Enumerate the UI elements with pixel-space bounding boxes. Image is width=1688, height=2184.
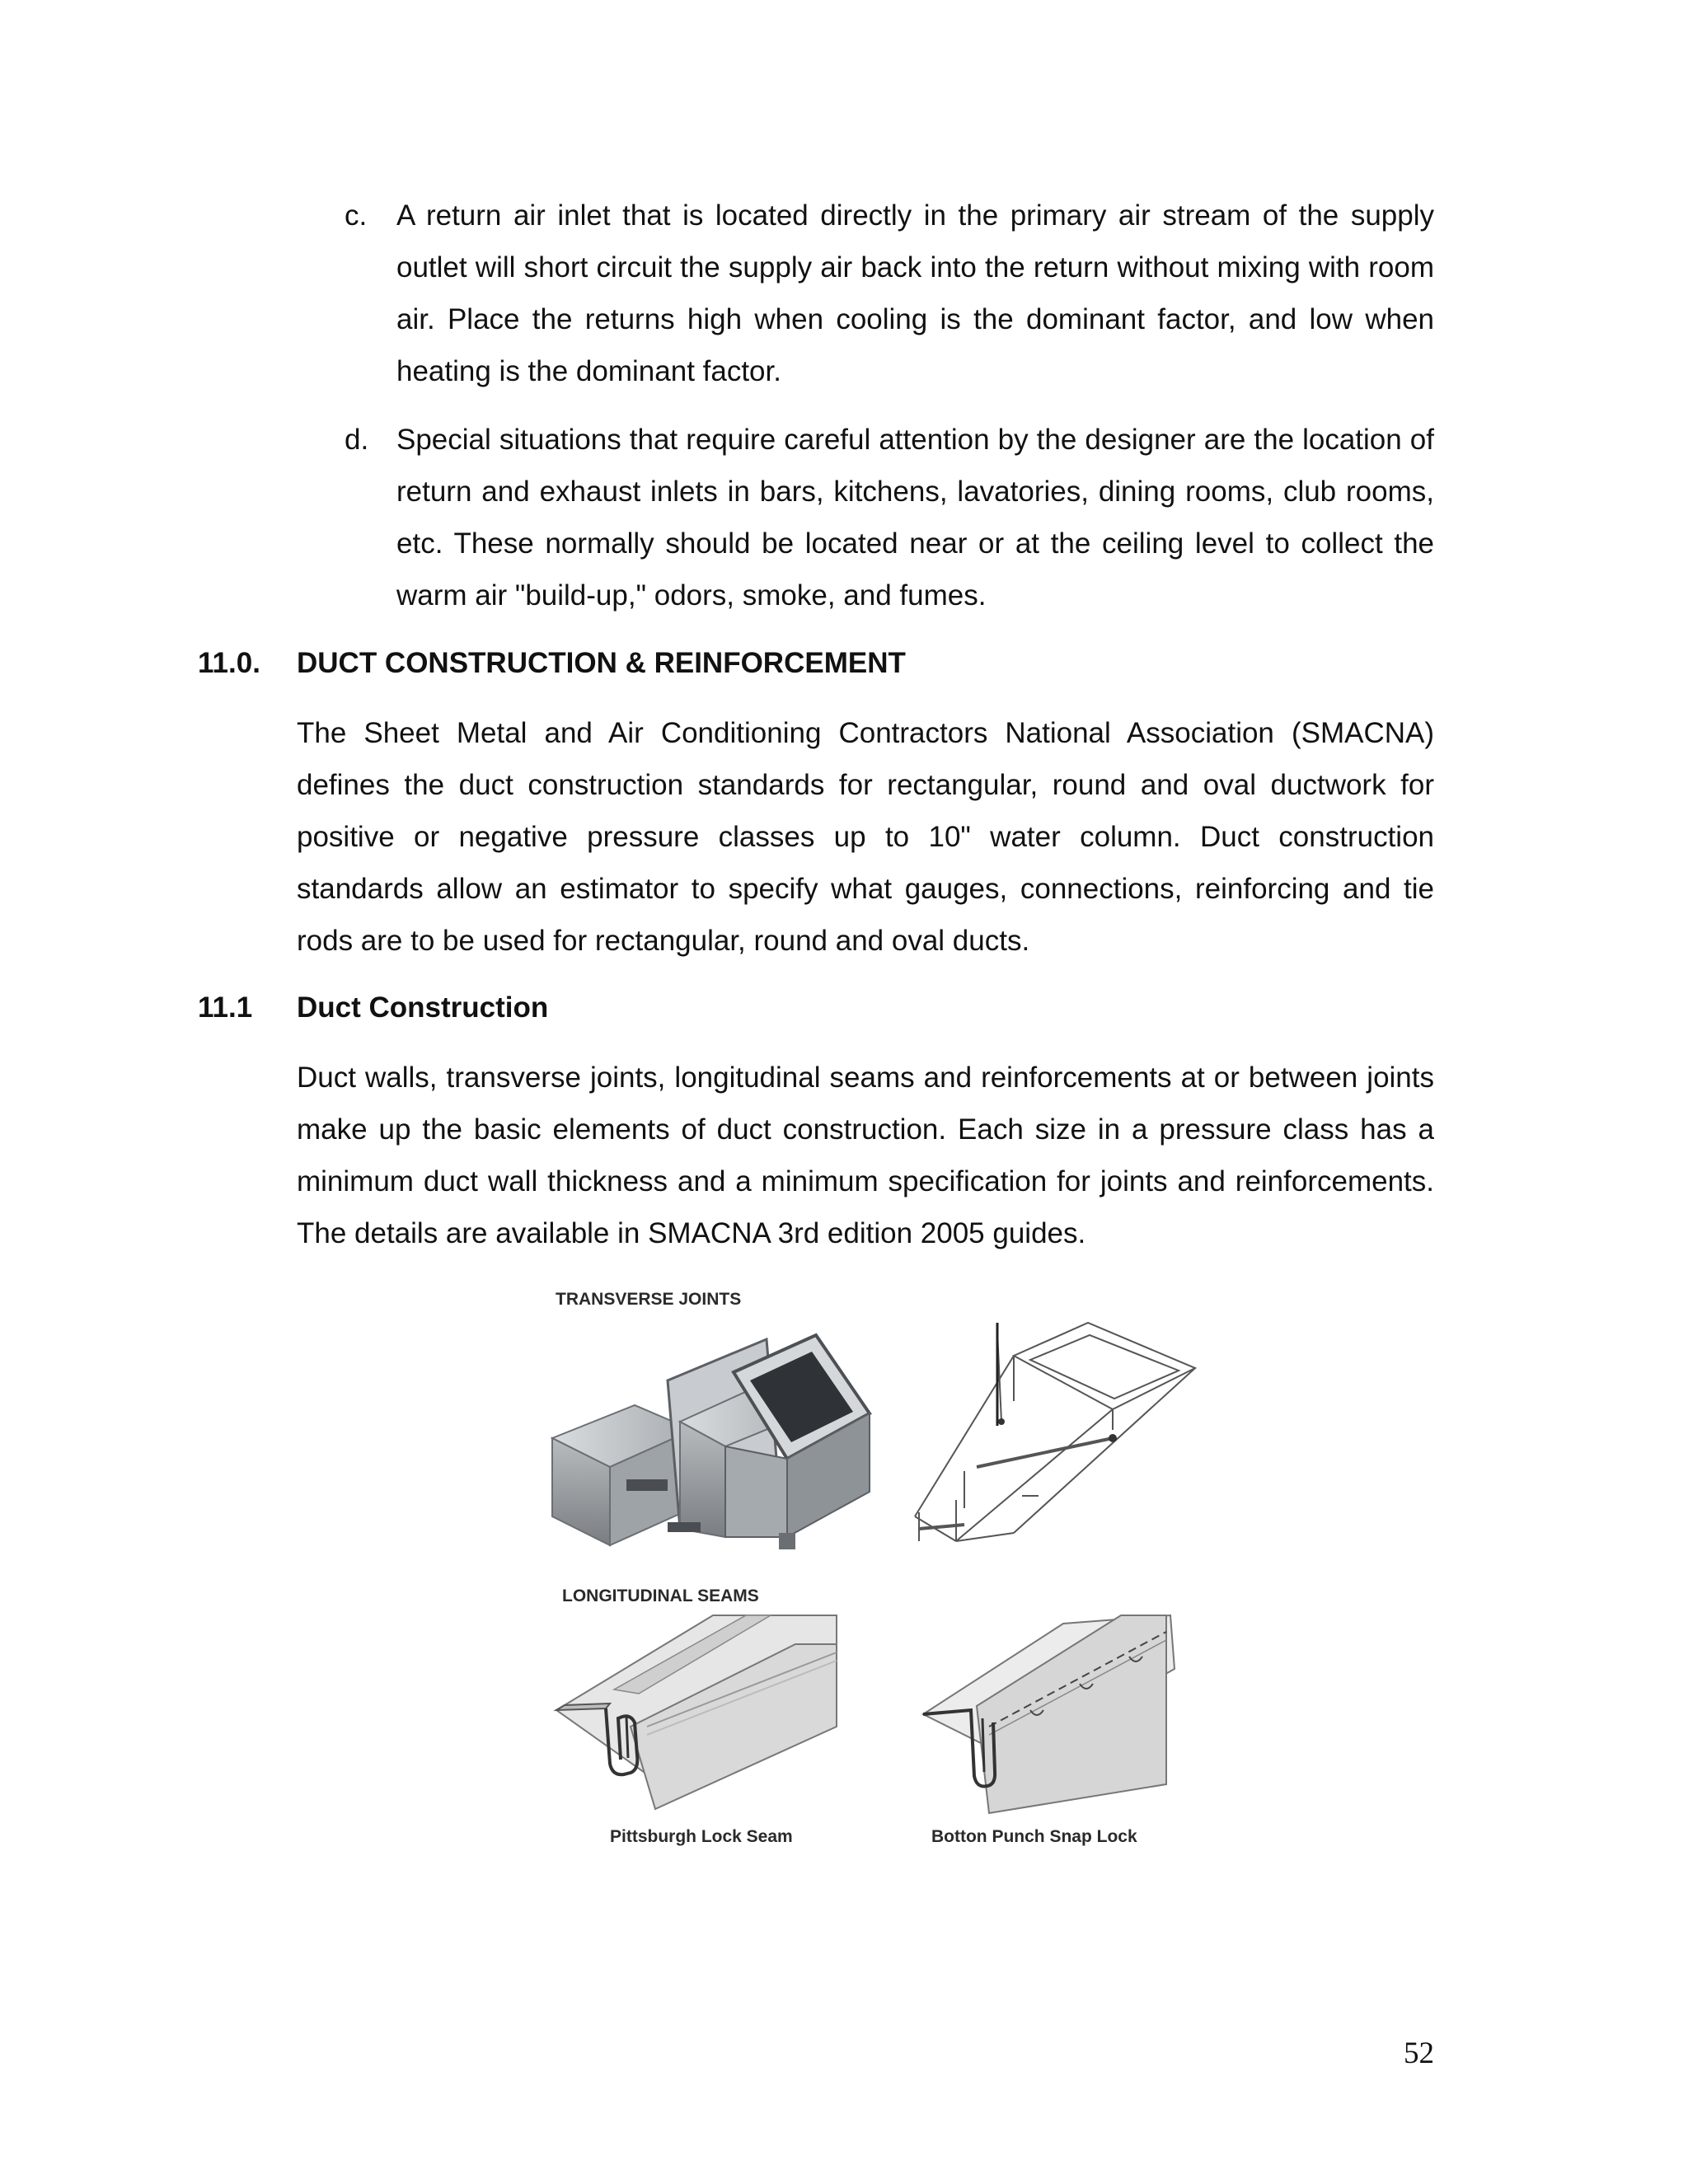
list-item-c xyxy=(345,190,1434,397)
page-number: 52 xyxy=(1404,2036,1434,2070)
transverse-joint-photo xyxy=(544,1323,874,1595)
list-item-d xyxy=(345,414,1434,621)
duct-construction-figure xyxy=(544,1282,1220,1875)
list-item-text: Special situations that require careful attention by the designer are the location of return and exhaust inlets in bars, kitchens, lavatories, dining rooms, club rooms, etc. These normally should be located near or at the ceiling level to collect the warm air "build-up," odors, smoke, and fumes. xyxy=(396,424,1434,612)
section-heading-11-0 xyxy=(198,643,1434,684)
button-punch-snap-lock-drawing xyxy=(915,1611,1195,1825)
section-heading-11-1 xyxy=(198,987,1434,1029)
pittsburgh-lock-seam-drawing xyxy=(548,1611,845,1825)
pittsburgh-lock-seam-caption: Pittsburgh Lock Seam xyxy=(610,1827,793,1846)
section-number: 11.1 xyxy=(198,991,253,1024)
button-punch-snap-lock-caption: Botton Punch Snap Lock xyxy=(931,1827,1137,1846)
section-paragraph-11-1: Duct walls, transverse joints, longitudinal seams and reinforcements at or between joints make up the basic elements of duct construction. Each size in a pressure class has a minimum duct wall thickness and a minimum specification for joints and reinforcements. The details are available in SMACNA 3rd edition 2005 guides. xyxy=(297,1062,1434,1249)
transverse-joints-label: TRANSVERSE JOINTS xyxy=(556,1290,742,1309)
list-item-text: A return air inlet that is located directly in the primary air stream of the supply outlet will short circuit the supply air back into the return without mixing with room air. Place the returns high when cooling is the dominant factor, and low when heating is the dominant factor. xyxy=(396,199,1434,387)
section-title: DUCT CONSTRUCTION & REINFORCEMENT xyxy=(297,647,906,679)
list-marker: d. xyxy=(345,424,369,456)
reinforcement-drawing xyxy=(907,1323,1220,1570)
section-paragraph-11-0: The Sheet Metal and Air Conditioning Contractors National Association (SMACNA) defines the duct construction standards for rectangular, round and oval ductwork for positive or negative pressure classes up to 10" water column. Duct construction standards allow an estimator to specify what gauges, connections, reinforcing and tie rods are to be used for rectangular, round and oval ducts. xyxy=(297,717,1434,957)
list-marker: c. xyxy=(345,199,368,232)
section-number: 11.0. xyxy=(198,647,260,679)
longitudinal-seams-label: LONGITUDINAL SEAMS xyxy=(562,1586,759,1605)
section-title: Duct Construction xyxy=(297,991,549,1024)
